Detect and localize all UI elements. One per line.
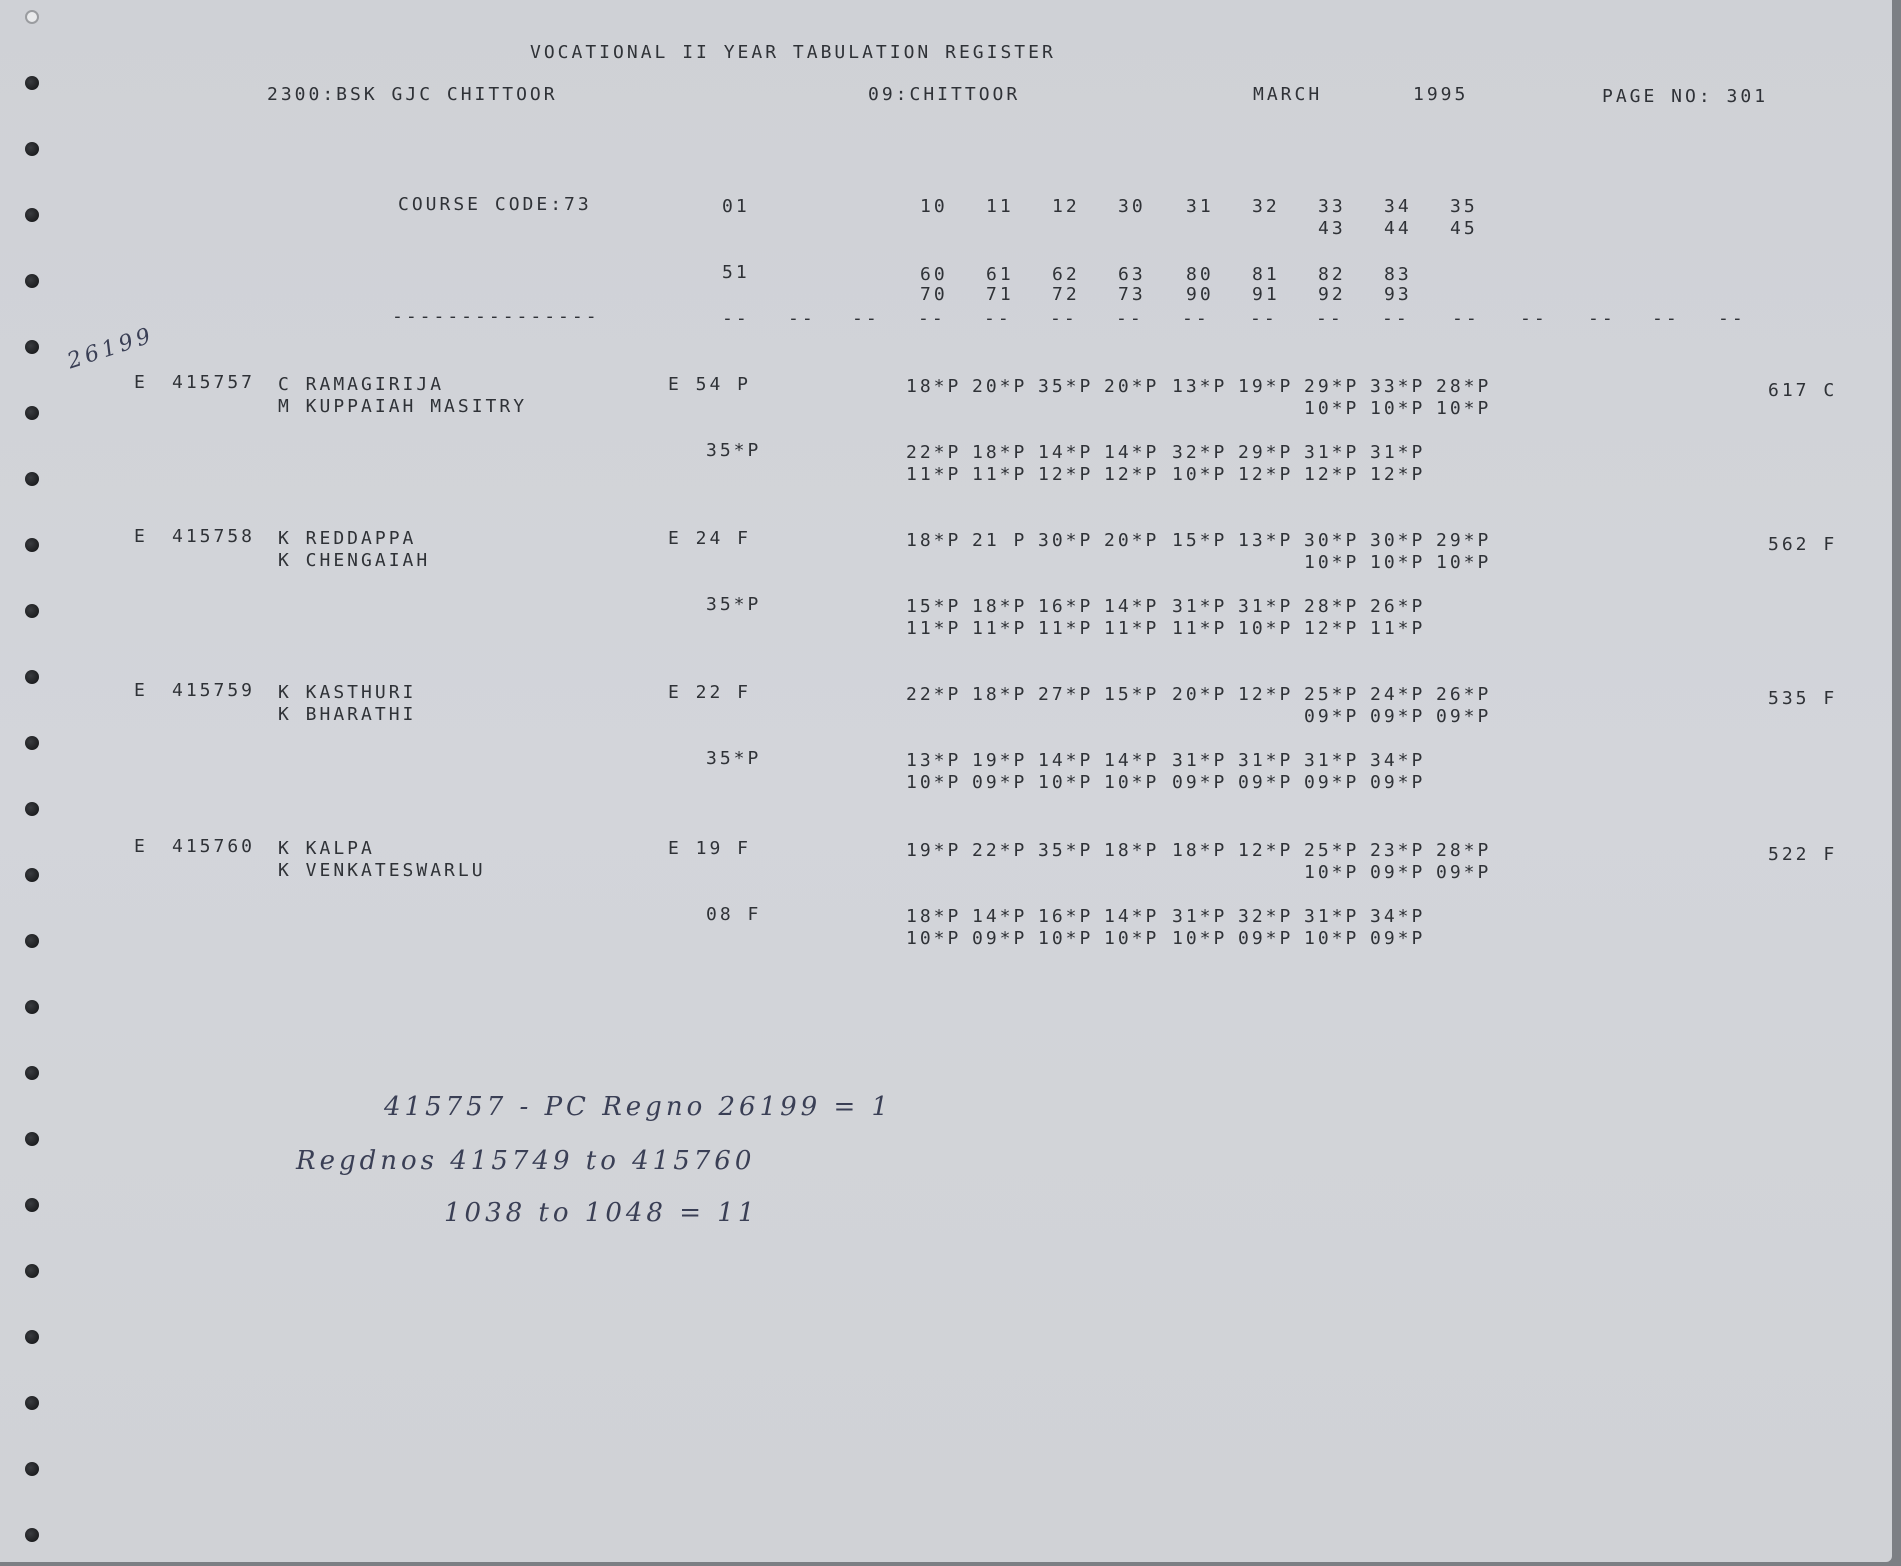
subject-mark: 31*P (1304, 442, 1360, 463)
subject-mark: 18*P (906, 530, 962, 551)
subject-mark: 18*P (972, 442, 1028, 463)
subject-mark: 12*P (1304, 464, 1360, 485)
subject-mark: 28*P (1436, 376, 1492, 397)
exam-month: MARCH (1253, 84, 1323, 105)
subject-mark: 10*P (1304, 862, 1360, 883)
subject-code: 51 (722, 262, 750, 283)
subject-mark: 12*P (1304, 618, 1360, 639)
subject-mark: 14*P (1104, 906, 1160, 927)
subject-mark: 13*P (906, 750, 962, 771)
binder-hole (25, 1330, 39, 1344)
separator-dash: -- (1316, 308, 1344, 329)
binder-hole (25, 10, 39, 24)
subject-mark: 11*P (972, 464, 1028, 485)
subject-mark: 28*P (1304, 596, 1360, 617)
subject-mark: 25*P (1304, 840, 1360, 861)
subject-code: 80 (1186, 264, 1214, 285)
subject-mark: 22*P (906, 684, 962, 705)
stream-code: E (134, 372, 148, 393)
subject-code: 35 (1450, 196, 1478, 217)
subject-mark: 27*P (1038, 684, 1094, 705)
subject-mark: 09*P (1370, 928, 1426, 949)
separator-dash: -- (1652, 308, 1680, 329)
subject-mark: 12*P (1238, 464, 1294, 485)
subject-code: 45 (1450, 218, 1478, 239)
binder-hole (25, 604, 39, 618)
subject-mark: 19*P (972, 750, 1028, 771)
subject-mark: 11*P (1104, 618, 1160, 639)
subject-mark: 11*P (1172, 618, 1228, 639)
language-marks: E 54 P (668, 374, 752, 395)
binder-hole (25, 1198, 39, 1212)
subject-mark: 10*P (1104, 928, 1160, 949)
subject-mark: 18*P (906, 376, 962, 397)
separator-dash: -- (1250, 308, 1278, 329)
subject-mark: 09*P (1238, 772, 1294, 793)
stream-code: E (134, 526, 148, 547)
subject-mark: 09*P (972, 928, 1028, 949)
binder-hole (25, 1066, 39, 1080)
binder-hole (25, 406, 39, 420)
subject-mark: 29*P (1238, 442, 1294, 463)
separator-dash: -- (1718, 308, 1746, 329)
subject-mark: 31*P (1238, 596, 1294, 617)
subject-mark: 31*P (1172, 596, 1228, 617)
subject-mark: 30*P (1304, 530, 1360, 551)
course-code: COURSE CODE:73 (398, 194, 592, 215)
subject-mark: 31*P (1304, 750, 1360, 771)
college-name: 2300:BSK GJC CHITTOOR (267, 84, 558, 105)
subject-mark: 09*P (1304, 772, 1360, 793)
subject-mark: 20*P (1104, 376, 1160, 397)
subject-mark: 20*P (1104, 530, 1160, 551)
binder-hole (25, 868, 39, 882)
subject-mark: 14*P (1104, 750, 1160, 771)
subject-code: 81 (1252, 264, 1280, 285)
binder-hole (25, 1000, 39, 1014)
father-name: K VENKATESWARLU (278, 860, 486, 881)
binder-hole (25, 1132, 39, 1146)
subject-mark: 21 P (972, 530, 1028, 551)
subject-mark: 31*P (1172, 750, 1228, 771)
subject-mark: 09*P (1238, 928, 1294, 949)
total-and-result: 617 C (1768, 380, 1838, 401)
subject-mark: 29*P (1304, 376, 1360, 397)
exam-year: 1995 (1413, 84, 1469, 105)
subject-mark: 14*P (1038, 442, 1094, 463)
total-and-result: 535 F (1768, 688, 1838, 709)
subject-mark: 11*P (906, 464, 962, 485)
subject-mark: 33*P (1370, 376, 1426, 397)
subject-code: 91 (1252, 284, 1280, 305)
subject-mark: 28*P (1436, 840, 1492, 861)
binder-hole (25, 1264, 39, 1278)
subject-code: 44 (1384, 218, 1412, 239)
subject-mark: 13*P (1238, 530, 1294, 551)
separator-dash: -- (1116, 308, 1144, 329)
subject-mark: 12*P (1104, 464, 1160, 485)
subject-mark: 09*P (972, 772, 1028, 793)
student-name: K REDDAPPA (278, 528, 417, 549)
subject-mark: 32*P (1172, 442, 1228, 463)
subject-mark: 22*P (906, 442, 962, 463)
subject-mark: 35*P (1038, 376, 1094, 397)
subject-mark: 18*P (1172, 840, 1228, 861)
roll-number: 415758 (172, 526, 256, 547)
subject-mark: 09*P (1370, 862, 1426, 883)
subject-mark: 09*P (1304, 706, 1360, 727)
district-name: 09:CHITTOOR (868, 84, 1021, 105)
subject-mark: 12*P (1370, 464, 1426, 485)
handwritten-note-line-1: 415757 - PC Regno 26199 = 1 (384, 1092, 893, 1122)
total-and-result: 562 F (1768, 534, 1838, 555)
separator-dash: -- (788, 308, 816, 329)
language-marks: E 19 F (668, 838, 752, 859)
subject-mark: 30*P (1038, 530, 1094, 551)
subject-mark: 25*P (1304, 684, 1360, 705)
subject-code: 73 (1118, 284, 1146, 305)
subject-mark: 20*P (972, 376, 1028, 397)
binder-hole (25, 670, 39, 684)
subject-mark: 31*P (1172, 906, 1228, 927)
subject-mark: 15*P (906, 596, 962, 617)
subject-mark: 18*P (1104, 840, 1160, 861)
student-name: K KALPA (278, 838, 375, 859)
subject-mark: 10*P (1304, 552, 1360, 573)
subject-mark: 24*P (1370, 684, 1426, 705)
subject-mark: 22*P (972, 840, 1028, 861)
subject-mark: 19*P (906, 840, 962, 861)
binder-hole (25, 934, 39, 948)
subject-mark: 31*P (1238, 750, 1294, 771)
subject-mark: 32*P (1238, 906, 1294, 927)
binder-hole (25, 76, 39, 90)
subject-code: 60 (920, 264, 948, 285)
binder-hole (25, 472, 39, 486)
subject-code: 10 (920, 196, 948, 217)
separator-dash: -- (984, 308, 1012, 329)
binder-hole (25, 802, 39, 816)
subject-mark: 35*P (706, 440, 762, 461)
margin-note: 26199 (64, 322, 158, 375)
separator-dash: -- (1050, 308, 1078, 329)
subject-mark: 10*P (906, 928, 962, 949)
binder-hole (25, 142, 39, 156)
subject-mark: 31*P (1370, 442, 1426, 463)
subject-code: 92 (1318, 284, 1346, 305)
subject-mark: 09*P (1436, 706, 1492, 727)
subject-code: 11 (986, 196, 1014, 217)
separator-dash: -- (722, 308, 750, 329)
page-number: PAGE NO: 301 (1602, 86, 1769, 107)
subject-mark: 34*P (1370, 750, 1426, 771)
binder-hole (25, 340, 39, 354)
subject-mark: 10*P (1370, 552, 1426, 573)
subject-mark: 11*P (906, 618, 962, 639)
subject-code: 71 (986, 284, 1014, 305)
subject-mark: 12*P (1238, 684, 1294, 705)
subject-mark: 14*P (972, 906, 1028, 927)
binder-hole (25, 274, 39, 288)
subject-mark: 10*P (1370, 398, 1426, 419)
subject-mark: 35*P (706, 594, 762, 615)
subject-mark: 19*P (1238, 376, 1294, 397)
subject-mark: 30*P (1370, 530, 1426, 551)
subject-mark: 10*P (906, 772, 962, 793)
stream-code: E (134, 836, 148, 857)
subject-code: 43 (1318, 218, 1346, 239)
subject-code: 63 (1118, 264, 1146, 285)
subject-mark: 10*P (1172, 464, 1228, 485)
handwritten-note-line-3: 1038 to 1048 = 11 (444, 1198, 759, 1228)
subject-mark: 10*P (1238, 618, 1294, 639)
register-title: VOCATIONAL II YEAR TABULATION REGISTER (530, 42, 1056, 63)
separator-dash: -- (1588, 308, 1616, 329)
subject-code: 90 (1186, 284, 1214, 305)
subject-mark: 10*P (1436, 398, 1492, 419)
separator-dash: -- (1182, 308, 1210, 329)
binder-hole (25, 1462, 39, 1476)
subject-mark: 10*P (1038, 928, 1094, 949)
separator-dash: -- (1520, 308, 1548, 329)
subject-code: 12 (1052, 196, 1080, 217)
subject-code: 01 (722, 196, 750, 217)
subject-mark: 08 F (706, 904, 762, 925)
subject-mark: 15*P (1104, 684, 1160, 705)
father-name: M KUPPAIAH MASITRY (278, 396, 528, 417)
subject-mark: 10*P (1038, 772, 1094, 793)
subject-mark: 11*P (972, 618, 1028, 639)
subject-mark: 35*P (1038, 840, 1094, 861)
subject-code: 30 (1118, 196, 1146, 217)
subject-mark: 16*P (1038, 596, 1094, 617)
handwritten-note-line-2: Regdnos 415749 to 415760 (296, 1146, 756, 1176)
subject-code: 82 (1318, 264, 1346, 285)
subject-mark: 09*P (1370, 772, 1426, 793)
stream-code: E (134, 680, 148, 701)
subject-code: 61 (986, 264, 1014, 285)
subject-mark: 12*P (1038, 464, 1094, 485)
subject-mark: 31*P (1304, 906, 1360, 927)
binder-hole (25, 736, 39, 750)
language-marks: E 24 F (668, 528, 752, 549)
subject-mark: 18*P (972, 596, 1028, 617)
separator-dash: -- (1452, 308, 1480, 329)
subject-mark: 18*P (906, 906, 962, 927)
total-and-result: 522 F (1768, 844, 1838, 865)
binder-hole (25, 1528, 39, 1542)
roll-number: 415757 (172, 372, 256, 393)
separator-dash: -- (1382, 308, 1410, 329)
subject-code: 70 (920, 284, 948, 305)
subject-code: 31 (1186, 196, 1214, 217)
subject-mark: 26*P (1436, 684, 1492, 705)
subject-mark: 09*P (1172, 772, 1228, 793)
subject-code: 33 (1318, 196, 1346, 217)
subject-code: 32 (1252, 196, 1280, 217)
subject-code: 34 (1384, 196, 1412, 217)
subject-mark: 35*P (706, 748, 762, 769)
subject-mark: 14*P (1104, 442, 1160, 463)
subject-mark: 20*P (1172, 684, 1228, 705)
subject-mark: 10*P (1104, 772, 1160, 793)
subject-code: 83 (1384, 264, 1412, 285)
subject-mark: 26*P (1370, 596, 1426, 617)
separator-dash: -- (852, 308, 880, 329)
roll-number: 415759 (172, 680, 256, 701)
subject-mark: 09*P (1436, 862, 1492, 883)
separator-dash: -- (918, 308, 946, 329)
subject-mark: 10*P (1436, 552, 1492, 573)
binder-hole (25, 1396, 39, 1410)
subject-mark: 14*P (1104, 596, 1160, 617)
subject-mark: 14*P (1038, 750, 1094, 771)
subject-code: 72 (1052, 284, 1080, 305)
subject-mark: 34*P (1370, 906, 1426, 927)
father-name: K BHARATHI (278, 704, 417, 725)
subject-mark: 11*P (1038, 618, 1094, 639)
subject-mark: 10*P (1304, 928, 1360, 949)
subject-mark: 10*P (1172, 928, 1228, 949)
subject-mark: 12*P (1238, 840, 1294, 861)
binder-hole (25, 208, 39, 222)
student-name: C RAMAGIRIJA (278, 374, 445, 395)
subject-mark: 18*P (972, 684, 1028, 705)
language-marks: E 22 F (668, 682, 752, 703)
roll-number: 415760 (172, 836, 256, 857)
binder-hole (25, 538, 39, 552)
subject-mark: 23*P (1370, 840, 1426, 861)
subject-mark: 29*P (1436, 530, 1492, 551)
subject-mark: 11*P (1370, 618, 1426, 639)
student-name: K KASTHURI (278, 682, 417, 703)
separator-dashes: --------------- (392, 306, 600, 327)
father-name: K CHENGAIAH (278, 550, 431, 571)
subject-code: 93 (1384, 284, 1412, 305)
subject-mark: 13*P (1172, 376, 1228, 397)
subject-mark: 09*P (1370, 706, 1426, 727)
subject-mark: 15*P (1172, 530, 1228, 551)
subject-mark: 16*P (1038, 906, 1094, 927)
subject-code: 62 (1052, 264, 1080, 285)
subject-mark: 10*P (1304, 398, 1360, 419)
